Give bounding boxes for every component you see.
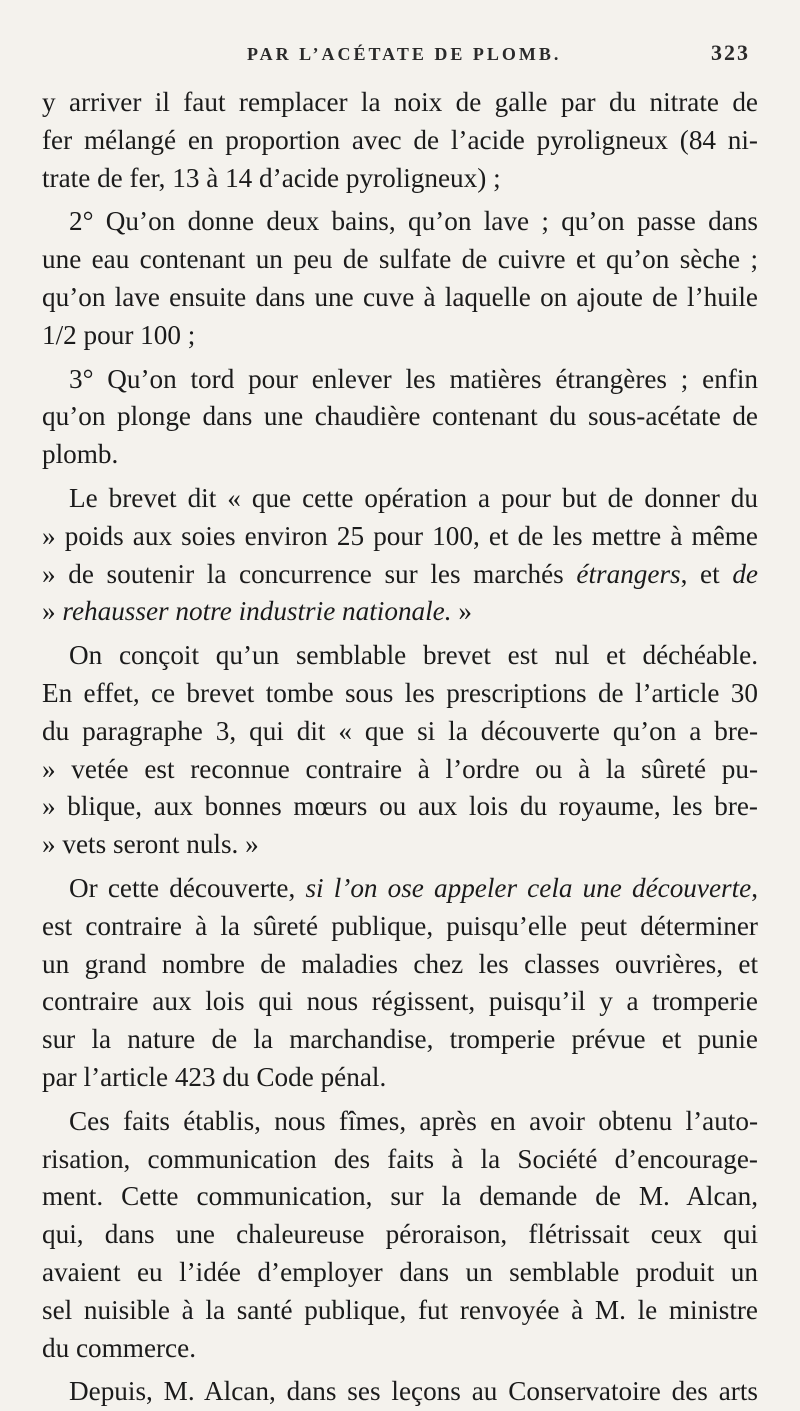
text-line: fer mélangé en proportion avec de l’acide pyroligneux (84 ni-	[42, 124, 758, 155]
paragraph-6	[42, 870, 758, 1097]
text-line: du commerce.	[42, 1332, 196, 1363]
text-line: plomb.	[42, 439, 119, 470]
paragraph-8	[42, 1373, 758, 1411]
text-run: ,	[751, 872, 759, 903]
page-body	[42, 84, 758, 1411]
text-line-with-italics	[42, 556, 758, 594]
text-line: ment. Cette communication, sur la demande de M. Alcan,	[42, 1181, 758, 1212]
text-run: , et	[680, 558, 720, 589]
page-header	[42, 40, 758, 80]
text-line: du paragraphe 3, qui dit « que si la découverte qu’on a bre-	[42, 715, 758, 746]
text-line: par l’article 423 du Code pénal.	[42, 1061, 387, 1092]
paragraph-2	[42, 203, 758, 354]
text-line: » poids aux soies environ 25 pour 100, et de les mettre à même	[42, 520, 758, 551]
text-line: 3° Qu’on tord pour enlever les matières étrangères ; enfin	[69, 363, 758, 394]
text-line: qu’on plonge dans une chaudière contenant du sous-acétate de	[42, 401, 758, 432]
italic-run: rehausser notre industrie nationale.	[62, 596, 452, 627]
text-line: 2° Qu’on donne deux bains, qu’on lave ; qu’on passe dans	[69, 206, 758, 237]
text-line: trate de fer, 13 à 14 d’acide pyroligneux) ;	[42, 162, 501, 193]
running-head: PAR L’ACÉTATE DE PLOMB.	[247, 44, 562, 64]
text-run: » de soutenir la concurrence sur les marchés	[42, 558, 564, 589]
text-line: » blique, aux bonnes mœurs ou aux lois du royaume, les bre-	[42, 791, 758, 822]
text-line: risation, communication des faits à la Société d’encourage-	[42, 1143, 758, 1174]
text-line: En effet, ce brevet tombe sous les prescriptions de l’article 30	[42, 677, 758, 708]
text-line: » vetée est reconnue contraire à l’ordre ou à la sûreté pu-	[42, 753, 758, 784]
text-line: 1/2 pour 100 ;	[42, 319, 196, 350]
text-line: » vets seront nuls. »	[42, 829, 259, 860]
text-line-with-italics	[42, 870, 758, 908]
text-line: On conçoit qu’un semblable brevet est nul et déchéable.	[69, 640, 758, 671]
text-run: Or cette découverte,	[69, 872, 296, 903]
paragraph-1	[42, 84, 758, 197]
paragraph-5	[42, 637, 758, 864]
text-run: »	[42, 596, 63, 627]
text-line: Depuis, M. Alcan, dans ses leçons au Conservatoire des arts	[69, 1376, 758, 1407]
text-line: un grand nombre de maladies chez les classes ouvrières, et	[42, 948, 758, 979]
text-line: sur la nature de la marchandise, tromperie prévue et punie	[42, 1024, 758, 1055]
text-line: avaient eu l’idée d’employer dans un semblable produit un	[42, 1256, 758, 1287]
italic-run: si l’on ose appeler cela une découverte	[305, 872, 752, 903]
text-run: »	[451, 596, 472, 627]
text-line: une eau contenant un peu de sulfate de cuivre et qu’on sèche ;	[42, 244, 758, 275]
text-line: Le brevet dit « que cette opération a pour but de donner du	[69, 482, 758, 513]
text-line: Ces faits établis, nous fîmes, après en avoir obtenu l’auto-	[69, 1105, 758, 1136]
text-line: contraire aux lois qui nous régissent, puisqu’il y a tromperie	[42, 986, 758, 1017]
paragraph-3	[42, 361, 758, 474]
page-number: 323	[711, 40, 750, 65]
text-line: qui, dans une chaleureuse péroraison, flétrissait ceux qui	[42, 1219, 758, 1250]
text-line: qu’on lave ensuite dans une cuve à laquelle on ajoute de l’huile	[42, 281, 758, 312]
paragraph-7	[42, 1103, 758, 1368]
italic-run: étrangers	[576, 558, 681, 589]
text-line: y arriver il faut remplacer la noix de galle par du nitrate de	[42, 87, 758, 117]
paragraph-4	[42, 480, 758, 631]
text-line-with-italics	[42, 593, 758, 631]
italic-run: de	[732, 558, 758, 589]
text-line: sel nuisible à la santé publique, fut renvoyée à M. le ministre	[42, 1294, 758, 1325]
text-line: est contraire à la sûreté publique, puisqu’elle peut déterminer	[42, 910, 758, 941]
